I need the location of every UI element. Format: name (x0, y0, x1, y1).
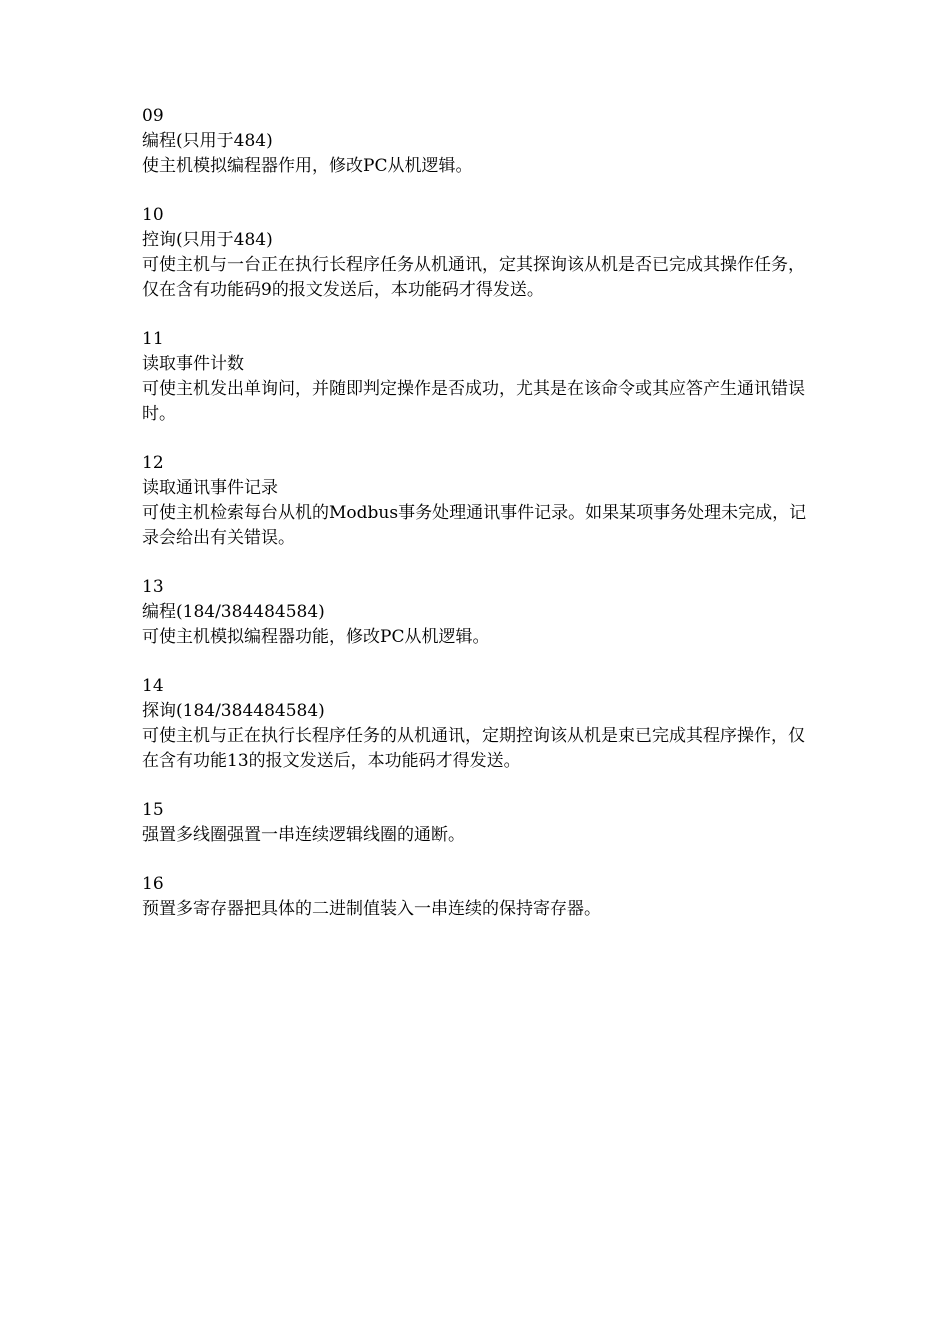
document-page (142, 104, 814, 946)
function-description: 可使主机模拟编程器功能，修改PC从机逻辑。 (142, 627, 490, 647)
function-code-entry-09 (142, 104, 814, 179)
function-code: 12 (142, 453, 164, 473)
function-code-entry-14 (142, 674, 814, 774)
function-description: 使主机模拟编程器作用，修改PC从机逻辑。 (142, 156, 473, 176)
function-code: 10 (142, 205, 164, 225)
function-name: 编程(184/384484584) (142, 602, 325, 622)
function-description: 可使主机与正在执行长程序任务的从机通讯，定期控询该从机是束已完成其程序操作，仅在含有功能13的报文发送后，本功能码才得发送。 (142, 726, 805, 771)
function-code: 09 (142, 106, 164, 126)
function-description: 可使主机与一台正在执行长程序任务从机通讯，定其探询该从机是否已完成其操作任务，仅在含有功能码9的报文发送后，本功能码才得发送。 (142, 255, 805, 300)
function-code-entry-16 (142, 872, 814, 922)
function-code: 16 (142, 874, 164, 894)
function-name: 编程(只用于484) (142, 131, 273, 151)
function-code-entry-13 (142, 575, 814, 650)
function-code-entry-15 (142, 798, 814, 848)
function-description: 预置多寄存器把具体的二进制值装入一串连续的保持寄存器。 (142, 899, 601, 919)
function-code: 13 (142, 577, 164, 597)
function-code-entry-12 (142, 451, 814, 551)
function-description: 可使主机发出单询问，并随即判定操作是否成功，尤其是在该命令或其应答产生通讯错误时。 (142, 379, 805, 424)
function-code: 11 (142, 329, 164, 349)
function-code: 15 (142, 800, 164, 820)
function-name: 控询(只用于484) (142, 230, 273, 250)
function-name: 读取事件计数 (142, 354, 244, 374)
function-code-entry-10 (142, 203, 814, 303)
function-name: 探询(184/384484584) (142, 701, 325, 721)
function-description: 强置多线圈强置一串连续逻辑线圈的通断。 (142, 825, 465, 845)
function-code-entry-11 (142, 327, 814, 427)
function-description: 可使主机检索每台从机的Modbus事务处理通讯事件记录。如果某项事务处理未完成，记录会给出有关错误。 (142, 503, 807, 548)
function-name: 读取通讯事件记录 (142, 478, 278, 498)
function-code: 14 (142, 676, 164, 696)
